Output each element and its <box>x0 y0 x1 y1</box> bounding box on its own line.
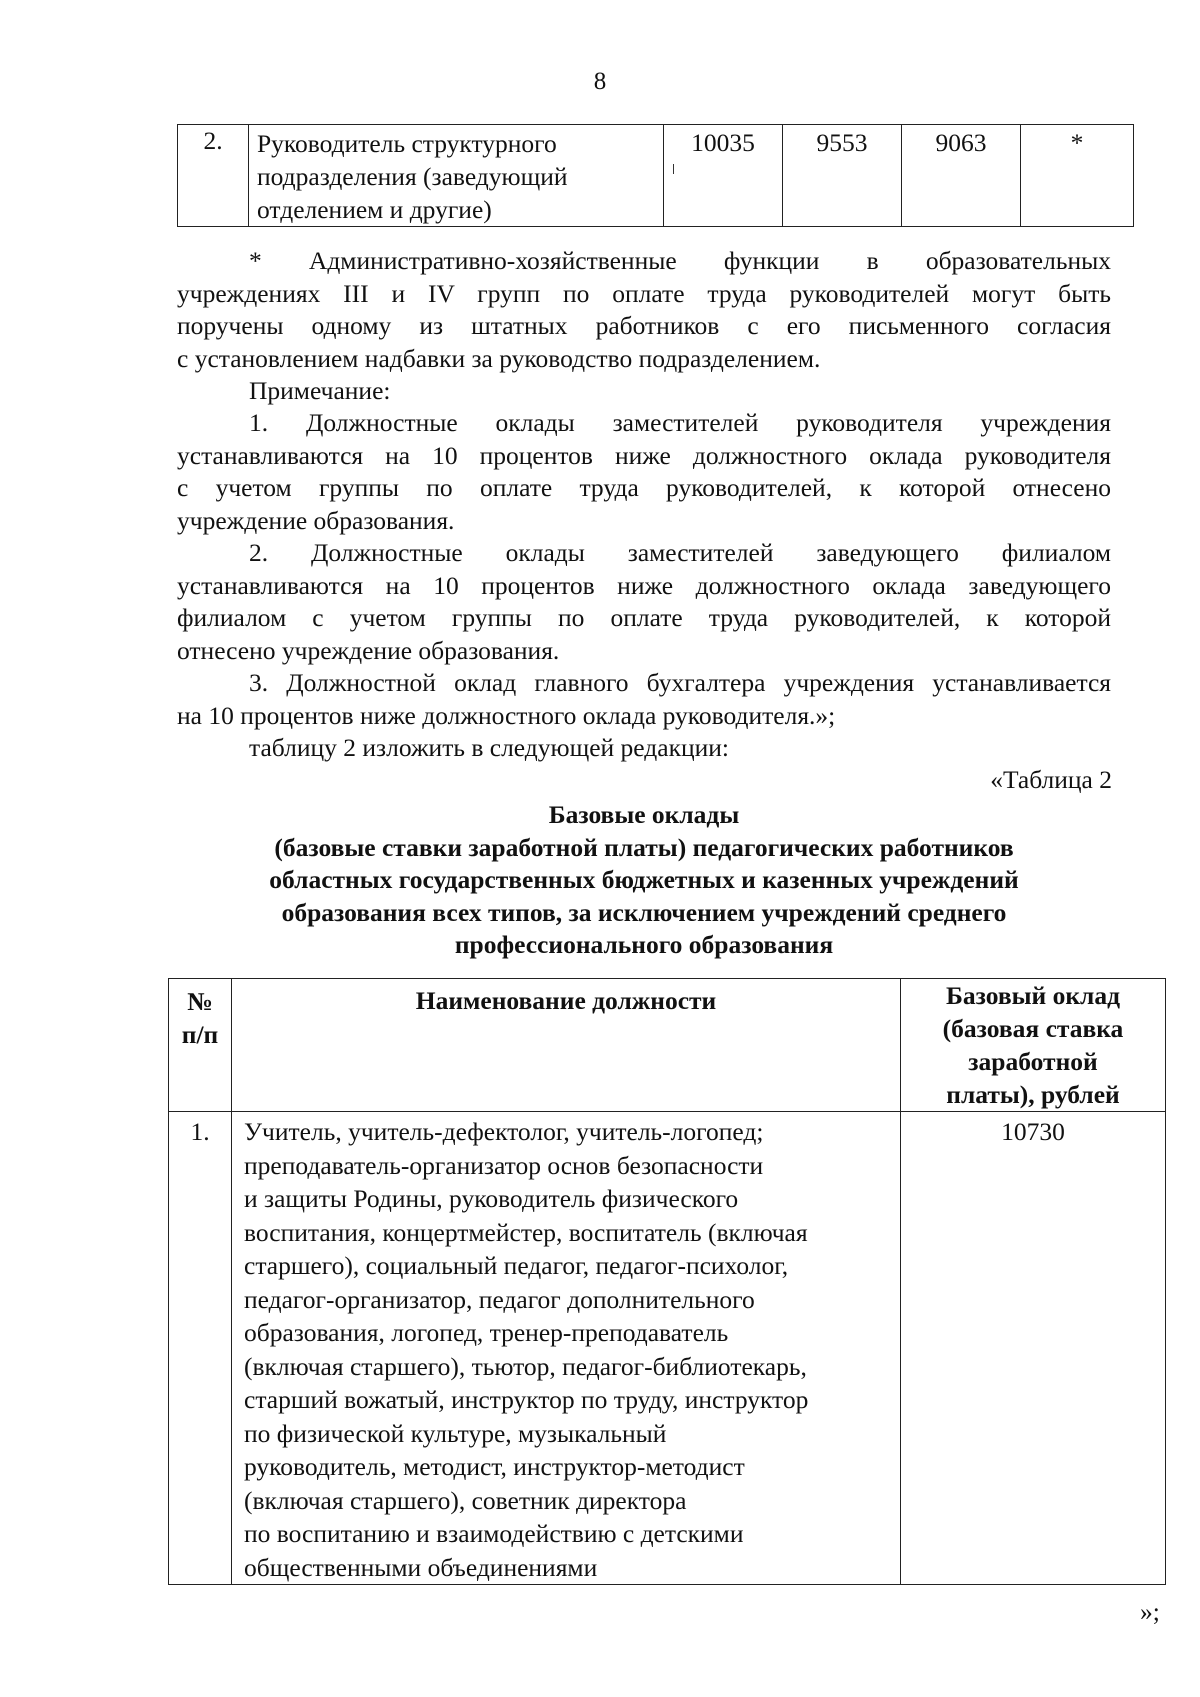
text-line: таблицу 2 изложить в следующей редакции: <box>249 733 729 762</box>
text-line: устанавливаются на 10 процентов ниже должностного оклада заведующего <box>177 570 1111 600</box>
salary-group-2: 9553 <box>783 125 902 227</box>
header-line: п/п <box>181 1020 219 1049</box>
position-line: и защиты Родины, руководитель физического <box>244 1184 739 1213</box>
text-line: учреждение образования. <box>177 505 455 535</box>
position-line: (включая старшего), советник директора <box>244 1485 687 1515</box>
position-name-line: отделением и другие) <box>257 195 492 224</box>
position-line: руководитель, методист, инструктор-методист <box>244 1452 745 1481</box>
text-line: с установлением надбавки за руководство подразделением. <box>177 343 821 373</box>
position-line: по воспитанию и взаимодействию с детскими <box>244 1519 744 1548</box>
base-salary-table <box>168 978 1166 1585</box>
text-line: на 10 процентов ниже должностного оклада руководителя.»; <box>177 700 836 730</box>
position-line: Учитель, учитель-дефектолог, учитель-логопед; <box>244 1117 764 1146</box>
text-line: поручены одному из штатных работников с его письменного согласия <box>177 311 1111 340</box>
page-number: 8 <box>593 68 607 95</box>
instruction-paragraph <box>177 732 1111 765</box>
heading-line: Базовые оклады <box>548 800 740 829</box>
text-line: с учетом группы по оплате труда руководителей, к которой отнесено <box>177 473 1111 502</box>
note-item-1 <box>177 407 1111 537</box>
closing-quote: »; <box>1140 1597 1160 1626</box>
position-line: образования, логопед, тренер-преподаватель <box>244 1318 729 1347</box>
header-line: Базовый оклад <box>946 981 1120 1010</box>
position-line: по физической культуре, музыкальный <box>244 1418 667 1448</box>
row-number: 2. <box>178 125 249 227</box>
row-number: 1. <box>169 1112 232 1585</box>
header-line: заработной <box>968 1047 1098 1076</box>
text-line: 1. Должностные оклады заместителей руководителя учреждения <box>249 408 1111 437</box>
table-header-row <box>169 979 1166 1112</box>
header-line: № <box>187 987 213 1016</box>
heading-line: образования всех типов, за исключением учреждений среднего <box>281 897 1007 927</box>
position-name-line: подразделения (заведующий <box>257 162 568 191</box>
position-line: общественными объединениями <box>244 1552 598 1582</box>
salary-group-4: * <box>1021 125 1134 227</box>
table-heading <box>177 799 1111 962</box>
text-line: отнесено учреждение образования. <box>177 635 560 665</box>
note-item-3 <box>177 667 1111 732</box>
text-line: Примечание: <box>249 376 391 405</box>
position-name-line: Руководитель структурного <box>257 129 557 158</box>
text-line: учреждениях III и IV групп по оплате труда руководителей могут быть <box>177 278 1111 308</box>
salary-group-1: 10035 <box>664 125 783 227</box>
text-line: * Административно-хозяйственные функции в образовательных <box>249 246 1111 275</box>
position-line: педагог-организатор, педагог дополнительного <box>244 1284 755 1314</box>
heading-line: профессионального образования <box>454 930 834 959</box>
position-list <box>232 1112 901 1585</box>
heading-line: областных государственных бюджетных и казенных учреждений <box>269 865 1019 894</box>
position-line: преподаватель-организатор основ безопасности <box>244 1150 764 1180</box>
note-title <box>177 375 1111 408</box>
positions-table-continued <box>177 124 1134 227</box>
header-line: платы), рублей <box>946 1080 1120 1109</box>
position-line: старшего), социальный педагог, педагог-психолог, <box>244 1251 789 1280</box>
header-line: (базовая ставка <box>942 1014 1124 1043</box>
note-item-2 <box>177 537 1111 667</box>
text-line: 2. Должностные оклады заместителей заведующего филиалом <box>249 538 1111 567</box>
column-header-salary <box>901 979 1166 1112</box>
column-header-position: Наименование должности <box>232 979 901 1112</box>
column-header-number <box>169 979 232 1112</box>
base-salary-value: 10730 <box>901 1112 1166 1585</box>
scan-mark <box>673 164 674 174</box>
position-line: старший вожатый, инструктор по труду, инструктор <box>244 1385 809 1414</box>
table-label: «Таблица 2 <box>990 765 1112 794</box>
footnote-paragraph <box>177 245 1111 375</box>
table-row <box>169 1112 1166 1585</box>
position-line: воспитания, концертмейстер, воспитатель (включая <box>244 1217 808 1247</box>
text-line: устанавливаются на 10 процентов ниже должностного оклада руководителя <box>177 440 1111 470</box>
position-name <box>249 125 664 227</box>
salary-group-3: 9063 <box>902 125 1021 227</box>
text-line: 3. Должностной оклад главного бухгалтера учреждения устанавливается <box>249 668 1111 697</box>
text-line: филиалом с учетом группы по оплате труда руководителей, к которой <box>177 603 1111 632</box>
position-line: (включая старшего), тьютор, педагог-библиотекарь, <box>244 1351 807 1381</box>
heading-line: (базовые ставки заработной платы) педагогических работников <box>274 832 1014 862</box>
table-row <box>178 125 1134 227</box>
